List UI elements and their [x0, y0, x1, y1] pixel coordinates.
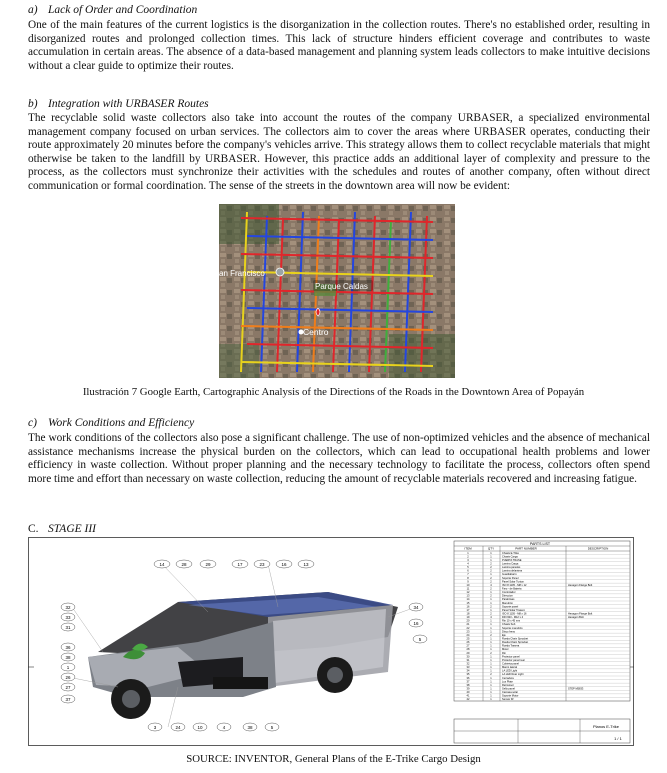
balloon	[413, 635, 427, 643]
parts-list-cell: 1	[490, 551, 492, 555]
parts-list-cell: 34	[466, 669, 470, 673]
parts-list-cell: 41	[466, 694, 470, 698]
parts-list-cell: 1	[490, 683, 492, 687]
svg-text:33: 33	[65, 615, 71, 620]
parts-list-cell: 1	[490, 644, 492, 648]
parts-list-cell: Rueda Chain Sprocket	[502, 641, 529, 645]
svg-text:37: 37	[65, 697, 71, 702]
section-a-title: Lack of Order and Coordination	[48, 4, 198, 16]
parts-list-cell: 42	[466, 698, 470, 702]
parts-list-cell: ISO 8 1105 - M8 x 16	[502, 612, 527, 616]
svg-text:3: 3	[153, 725, 157, 730]
balloon	[232, 560, 248, 568]
parts-list-cell: Motor	[502, 648, 509, 652]
section-c-heading	[28, 417, 194, 429]
parts-list-cell: Cubierta panel	[502, 662, 519, 666]
parts-list-cell: 16	[466, 605, 470, 609]
section-b-title: Integration with URBASER Routes	[48, 98, 209, 110]
balloon	[176, 560, 192, 568]
parts-list-cell: 1	[490, 626, 492, 630]
parts-list-cell: 26	[466, 641, 470, 645]
section-a-heading	[28, 4, 197, 16]
parts-list-cell: Rueda Chain Sprocket	[502, 637, 529, 641]
parts-list-cell: 22	[466, 626, 470, 630]
parts-list-cell: 1	[490, 662, 492, 666]
balloon	[193, 723, 207, 731]
parts-list-cell: Faro - de Bateria	[502, 587, 522, 591]
parts-list-cell: 28	[466, 648, 470, 652]
title-block	[454, 719, 630, 743]
svg-text:26: 26	[65, 675, 71, 680]
parts-list-cell: 7	[467, 573, 469, 577]
balloon	[61, 663, 75, 671]
parts-list-cell: Rueda Trasera	[502, 644, 520, 648]
section-c-number: c)	[28, 417, 37, 429]
balloon	[154, 560, 170, 568]
parts-list-cell: Cerradura	[502, 676, 514, 680]
parts-list-cell: 2	[490, 587, 492, 591]
title-block-part: Planos E-Trike	[592, 724, 620, 729]
parts-list-table	[454, 541, 630, 701]
etrike-technical-drawing	[28, 537, 634, 746]
parts-list-cell: Panel Solar Tunion	[502, 580, 524, 584]
parts-list-cell: ISO 8 1105 - M8 x 12	[502, 583, 527, 587]
parts-list-cell: 1	[490, 573, 492, 577]
parts-list-cell: 27	[466, 644, 470, 648]
parts-list-cell: Rin	[502, 651, 506, 655]
parts-list-cell: Carcasa solar	[502, 691, 519, 695]
parts-list-cell: 3	[467, 558, 469, 562]
parts-list-cell: Chasis Sub	[502, 623, 516, 627]
parts-list-cell: 1	[490, 666, 492, 670]
parts-list-cell: 23	[466, 630, 470, 634]
parts-list-cell: 1	[490, 558, 492, 562]
parts-list-cell: 4	[467, 562, 469, 566]
balloon	[276, 560, 292, 568]
parts-list-cell: 1	[490, 598, 492, 602]
parts-list-cell: 25	[466, 637, 470, 641]
parts-list-cell: 40	[466, 691, 470, 695]
parts-list-cell: 1	[490, 619, 492, 623]
parts-list-cell: 4	[490, 616, 492, 620]
parts-list-cell: 1	[490, 658, 492, 662]
svg-text:5: 5	[270, 725, 274, 730]
parts-list-cell: Eje	[502, 633, 506, 637]
parts-list-cell: 32	[466, 662, 470, 666]
downtown-street-map	[219, 204, 455, 378]
parts-list-cell: 1	[490, 591, 492, 595]
parts-list-cell: Protector panel rear	[502, 658, 525, 662]
figure-7-caption: Ilustración 7 Google Earth, Cartographic Analysis of the Directions of the Roads in the Downtown Area of Popayán	[82, 386, 585, 398]
balloon	[148, 723, 162, 731]
parts-list-cell: Guardabarro	[502, 573, 517, 577]
title-block-sheet: 1 / 1	[614, 736, 622, 741]
parts-list-cell: 18	[466, 612, 470, 616]
parts-list-cell: 1	[490, 608, 492, 612]
parts-list-cell: LA LED Rear Light	[502, 673, 524, 677]
map-label-parque-caldas: Parque Caldas	[315, 282, 368, 291]
parts-list-cell: Rin 10 x 45 mm	[502, 619, 521, 623]
svg-text:14: 14	[159, 562, 165, 567]
parts-list-cell: 6	[467, 569, 469, 573]
rear-wheel	[317, 657, 353, 693]
balloon	[61, 613, 75, 621]
parts-list-title: PARTS LIST	[529, 542, 551, 546]
svg-text:1: 1	[66, 665, 70, 670]
section-c-title: Work Conditions and Efficiency	[48, 417, 195, 429]
parts-list-cell: 15	[466, 601, 470, 605]
svg-text:16: 16	[281, 562, 287, 567]
balloon	[200, 560, 216, 568]
parts-list-cell: 37	[466, 680, 470, 684]
parts-list-cell: Controlador	[502, 591, 516, 595]
balloon	[265, 723, 279, 731]
map-label-centro: Centro	[303, 327, 329, 337]
parts-list-cell: 1	[490, 641, 492, 645]
parts-list-cell: 12	[466, 591, 470, 595]
parts-list-cell: Parabrisas	[502, 598, 515, 602]
parts-list-cell: Lamina paneles	[502, 566, 521, 570]
balloon	[217, 723, 231, 731]
parts-list-cell: Sensor IR	[502, 698, 514, 702]
parts-list-header-description: DESCRIPTION	[587, 546, 609, 551]
parts-list-cell: 19	[466, 616, 470, 620]
parts-list-cell: 10	[466, 583, 470, 587]
parts-list-cell: 2	[490, 569, 492, 573]
parts-list-cell: Hexagon Flange Bolt	[568, 612, 593, 616]
parts-list-header-part-number: PART NUMBER	[515, 546, 537, 551]
parts-list-header-qty: QTY	[487, 546, 495, 551]
parts-list-cell: 1	[490, 637, 492, 641]
parts-list-cell: Sello panel	[502, 687, 515, 691]
parts-list-cell: 39	[466, 687, 470, 691]
parts-list-cell: Lamina Carga	[502, 562, 519, 566]
parts-list-cell: Soporte panel	[502, 605, 519, 609]
parts-list-cell: LA LED Light	[502, 669, 518, 673]
balloon	[409, 619, 423, 627]
svg-text:29: 29	[205, 562, 211, 567]
svg-text:36: 36	[65, 645, 71, 650]
parts-list-cell: 33	[466, 666, 470, 670]
parts-list-cell: Retrovisor	[502, 683, 514, 687]
parts-list-cell: Manubrio	[502, 601, 513, 605]
parts-list-cell: 1	[490, 698, 492, 702]
parts-list-cell: 2	[490, 566, 492, 570]
stage-title: STAGE III	[48, 523, 97, 535]
parts-list-cell: 1	[490, 687, 492, 691]
parts-list-cell: 2	[490, 562, 492, 566]
parts-list-cell: DIN 933 - M12 x 4	[502, 616, 524, 620]
parts-list-cell: 1	[467, 551, 469, 555]
parts-list-cell: Hexagon Bolt	[568, 616, 584, 620]
parts-list-cell: 1	[490, 601, 492, 605]
map-label-san-francisco: an Francisco	[219, 269, 265, 278]
svg-text:13: 13	[303, 562, 309, 567]
balloon	[243, 723, 257, 731]
parts-list-cell: 2	[490, 651, 492, 655]
balloon	[254, 560, 270, 568]
parts-list-cell: 1	[490, 555, 492, 559]
svg-text:38: 38	[65, 655, 71, 660]
parts-list-cell: 1	[490, 655, 492, 659]
map-pin-icon	[276, 268, 284, 276]
svg-text:16: 16	[413, 621, 419, 626]
parts-list-cell: 38	[466, 683, 470, 687]
parts-list-cell: Soporte Motor	[502, 694, 519, 698]
parts-list-cell: 1	[490, 694, 492, 698]
parts-list-cell: 1	[490, 623, 492, 627]
balloon	[298, 560, 314, 568]
svg-text:34: 34	[413, 605, 419, 610]
parts-list-cell: PUERTA TRASE	[502, 558, 522, 562]
parts-list-cell: Marco lateral	[502, 666, 517, 670]
svg-text:5: 5	[418, 637, 422, 642]
section-c-body: The work conditions of the collectors also pose a significant challenge. The use of non-optimized vehicles and the absence of mechanical assistance mechanisms increase the physical burden on the collectors, which can lead to occupational health problems and lower efficiency in waste collection. Without proper planning and the necessary technology to facilitate the process, collectors often spend more time and effort than necessary on waste collection, reducing the amount of recyclable materials recovered and increasing fatigue.	[28, 432, 650, 485]
balloon	[61, 603, 75, 611]
parts-list-cell: Hexagon Flange Bolt	[568, 583, 593, 587]
section-b-heading	[28, 98, 209, 110]
parts-list-cell: 5	[467, 566, 469, 570]
section-b-number: b)	[28, 98, 38, 110]
section-a-number: a)	[28, 4, 38, 16]
parts-list-cell: 24	[466, 633, 470, 637]
svg-text:23: 23	[259, 562, 265, 567]
parts-list-cell: 8	[467, 576, 469, 580]
parts-list-cell: STEP M5833	[568, 687, 584, 691]
svg-text:32: 32	[65, 605, 71, 610]
balloon	[171, 723, 185, 731]
svg-text:24: 24	[175, 725, 181, 730]
parts-list-cell: Soporte Panel	[502, 576, 519, 580]
parts-list-cell: 1	[490, 676, 492, 680]
stage-heading	[28, 523, 96, 535]
parts-list-cell: Lamina delantera	[502, 569, 523, 573]
balloon	[61, 643, 75, 651]
parts-list-cell: 1	[490, 691, 492, 695]
parts-list-cell: 1	[490, 680, 492, 684]
parts-list-cell: 35	[466, 673, 470, 677]
parts-list-cell: 2	[467, 555, 469, 559]
balloon	[61, 653, 75, 661]
parts-list-cell: Luz Plate	[502, 680, 513, 684]
parts-list-cell: 36	[466, 676, 470, 680]
parts-list-cell: 31	[466, 658, 470, 662]
parts-list-cell: 2	[490, 633, 492, 637]
section-b-body: The recyclable solid waste collectors also take into account the routes of the company URBASER, a specialized environmental management company focused on urban services. The collectors aim to cover the areas where URBASER operates, conducting their route approximately 20 minutes before the company's vehicles arrive. This strategy allows them to collect recyclable materials that might otherwise be taken to the landfill by URBASER. However, this practice adds an additional layer of complexity and pressure to the process, as the collectors must synchronize their activities with the schedules and routes of another company, often without direct communication or formal coordination. The sense of the streets in the downtown area will now be evident:	[28, 112, 650, 192]
svg-text:10: 10	[197, 725, 203, 730]
parts-list-cell: Direccion	[502, 594, 513, 598]
parts-list-cell: Protector panel	[502, 655, 520, 659]
svg-text:28: 28	[181, 562, 187, 567]
svg-text:27: 27	[65, 685, 71, 690]
parts-list-cell: 29	[466, 651, 470, 655]
parts-list-cell: 13	[466, 594, 470, 598]
parts-list-cell: 1	[490, 648, 492, 652]
source-caption: SOURCE: INVENTOR, General Plans of the E-Trike Cargo Design	[186, 753, 481, 765]
parts-list-cell: 2	[490, 605, 492, 609]
parts-list-cell: 20	[466, 619, 470, 623]
front-wheel	[111, 679, 151, 719]
parts-list-cell: 2	[490, 580, 492, 584]
parts-list-cell: Chasis Carga	[502, 555, 518, 559]
parts-list-cell: 2	[490, 612, 492, 616]
balloon	[61, 695, 75, 703]
parts-list-cell: 2	[490, 673, 492, 677]
parts-list-cell: 30	[466, 655, 470, 659]
parts-list-cell: 9	[467, 580, 469, 584]
parts-list-cell: 21	[466, 623, 470, 627]
parts-list-cell: Disco freno	[502, 630, 516, 634]
balloon	[61, 683, 75, 691]
svg-text:38: 38	[247, 725, 253, 730]
svg-text:31: 31	[65, 625, 71, 630]
parts-list-cell: 1	[490, 630, 492, 634]
parts-list-header-item: ITEM	[464, 546, 472, 551]
parts-list-cell: 2	[490, 594, 492, 598]
parts-list-cell: Panel Solar Trasero	[502, 608, 525, 612]
balloon	[61, 623, 75, 631]
parts-list-cell: 4	[490, 583, 492, 587]
parts-list-cell: 1	[490, 669, 492, 673]
parts-list-cell: Chasis E-Trike	[502, 551, 519, 555]
parts-list-cell: 17	[466, 608, 470, 612]
parts-list-cell: 2	[490, 576, 492, 580]
balloon	[61, 673, 75, 681]
stage-number: C.	[28, 523, 39, 535]
parts-list-cell: 11	[466, 587, 470, 591]
parts-list-cell: 14	[466, 598, 470, 602]
section-a-body: One of the main features of the current logistics is the disorganization in the collection routes. There's no established order, resulting in disorganized routes and prolonged collection times. This lack of structure hinders efficient coverage and contributes to waste accumulation in certain areas. The absence of a data-based management and planning system leads collectors to make intuitive decisions without a clear guide to optimize their routes.	[28, 19, 650, 72]
parts-list-cell: Soporte manubrio	[502, 626, 523, 630]
svg-text:17: 17	[237, 562, 243, 567]
balloon	[409, 603, 423, 611]
svg-text:4: 4	[222, 725, 226, 730]
